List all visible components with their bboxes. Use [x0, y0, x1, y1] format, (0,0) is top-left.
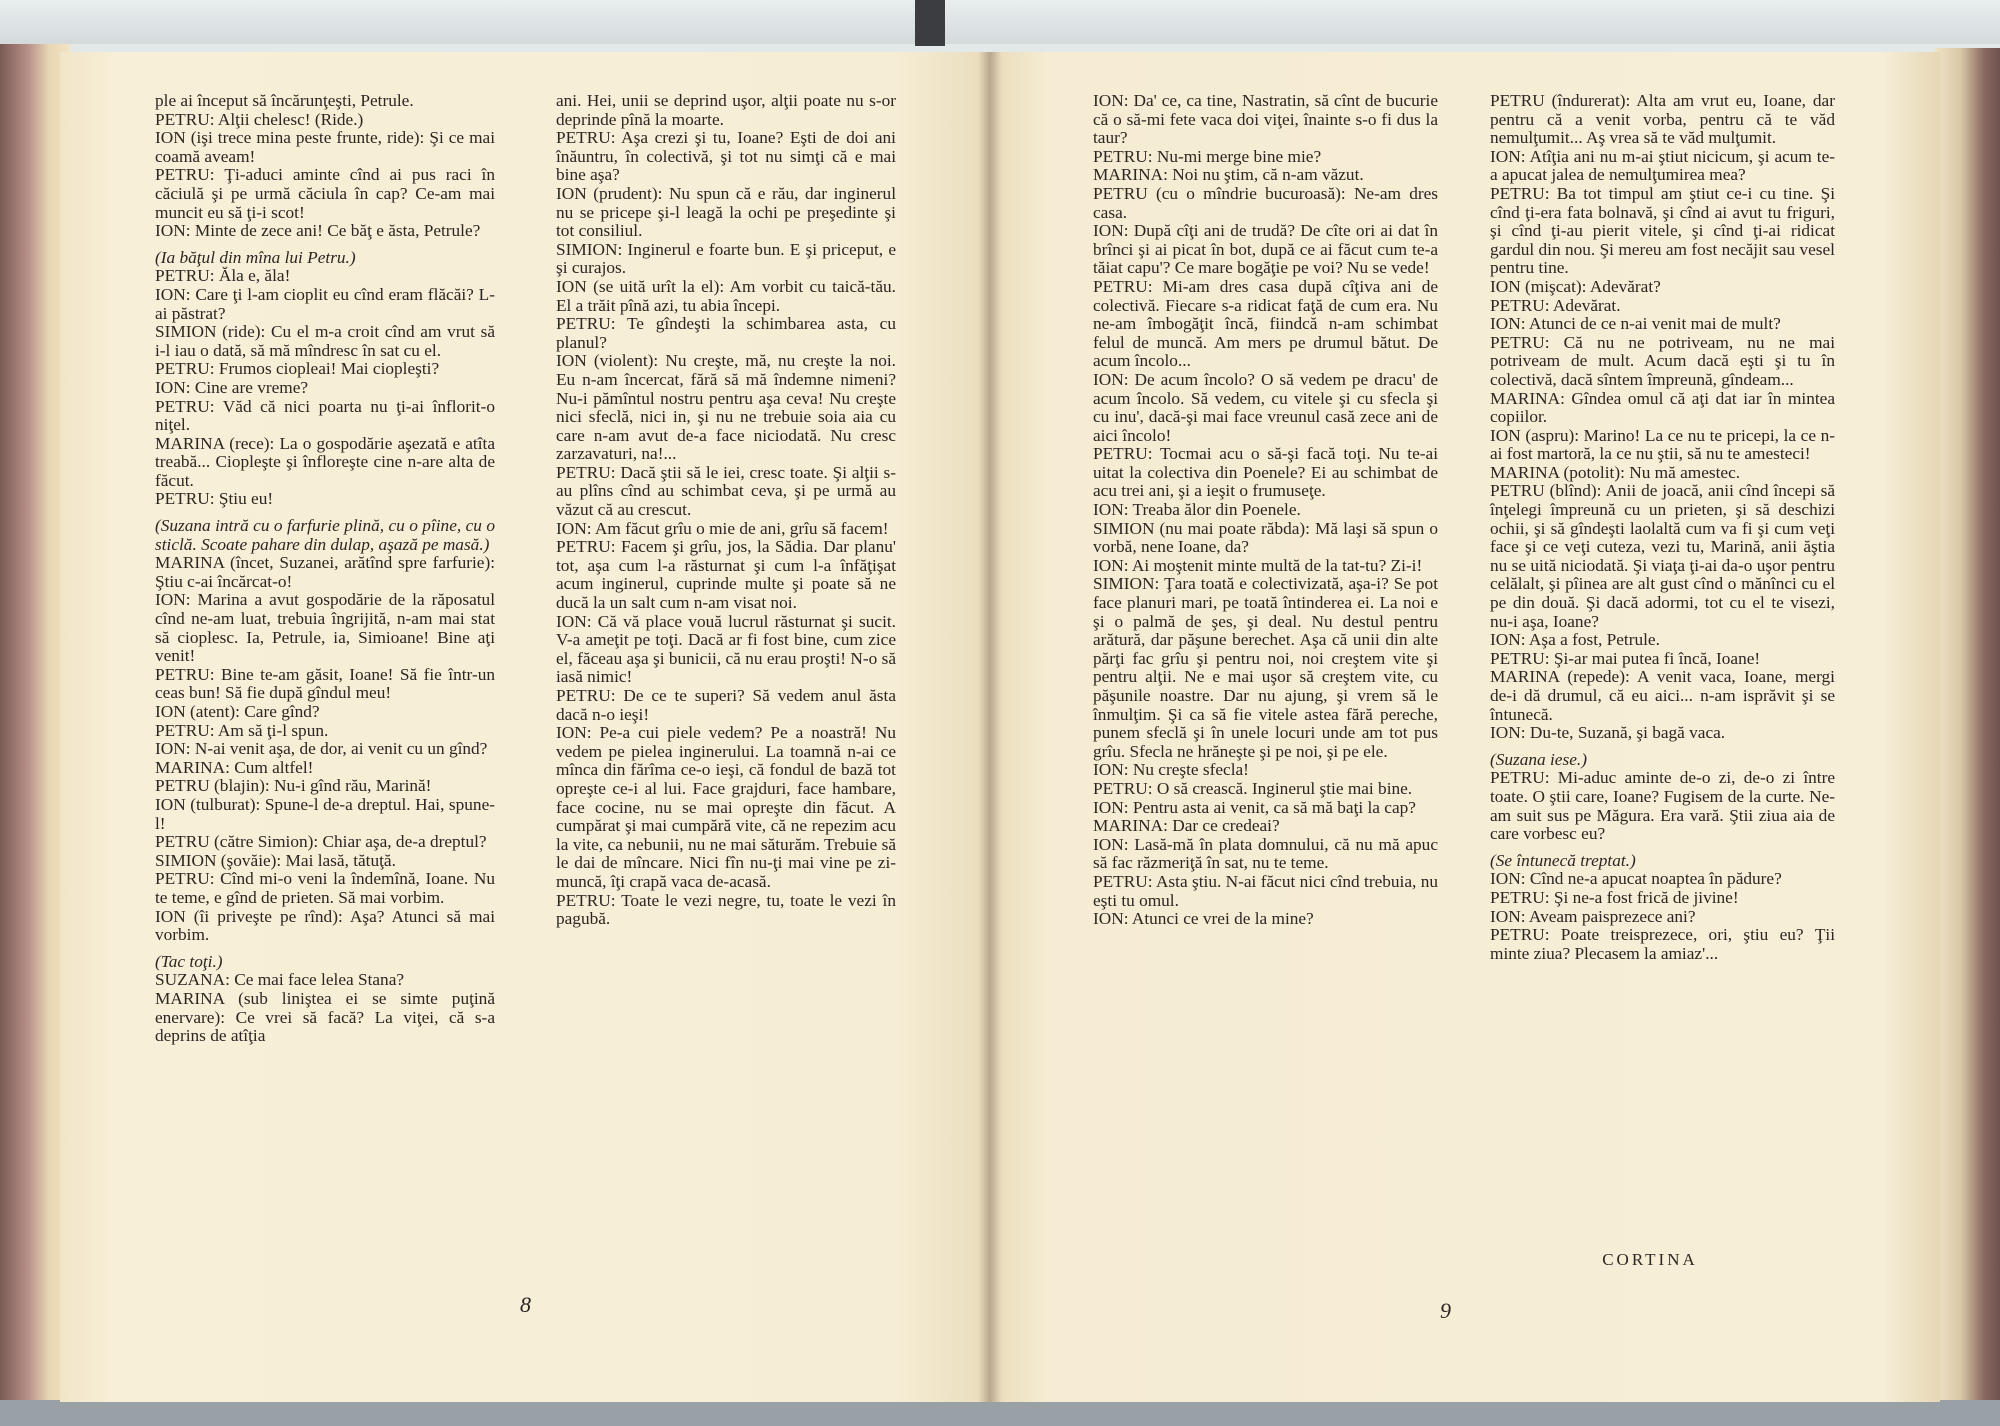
dialogue-line: ION: Aveam paisprezece ani?	[1490, 906, 1696, 926]
dialogue-line: PETRU: Poate treisprezece, ori, ştiu eu? Ţii minte ziua? Plecasem la amiaz'...	[1490, 925, 1835, 963]
dialogue-line: ION: Atunci de ce n-ai venit mai de mult?	[1490, 314, 1781, 334]
right-page-column-2	[1490, 92, 1835, 963]
dialogue-line: PETRU: Văd că nici poarta nu ţi-ai înflorit-o niţel.	[155, 396, 495, 435]
dialogue-line: (Tac toţi.)	[155, 951, 223, 971]
dialogue-line: ION (se uită urît la el): Am vorbit cu taică-tău. El a trăit pînă azi, tu abia începi.	[556, 276, 896, 315]
dialogue-line: SIMION (şovăie): Mai lasă, tătuţă.	[155, 850, 396, 870]
dialogue-line: PETRU: Cînd mi-o veni la îndemînă, Ioane. Nu te teme, e gînd de prieten. Să mai vorbim.	[155, 869, 495, 907]
dialogue-line: MARINA: Cum altfel!	[155, 757, 314, 777]
dialogue-line: PETRU: Toate le vezi negre, tu, toate le vezi în pagubă.	[556, 890, 896, 929]
dialogue-line: ION (işi trece mina peste frunte, ride): Şi ce mai coamă aveam!	[155, 128, 495, 166]
dialogue-line: SIMION (nu mai poate răbda): Mă laşi să spun o vorbă, nene Ioane, da?	[1093, 518, 1438, 557]
dialogue-line: ION (prudent): Nu spun că e rău, dar inginerul nu se pricepe şi-l leagă la ochi pe preşedinte şi tot consiliul.	[556, 183, 896, 241]
dialogue-line: ION: Aşa a fost, Petrule.	[1490, 630, 1660, 650]
dialogue-line: PETRU (blajin): Nu-i gînd rău, Marină!	[155, 776, 432, 796]
dialogue-line: PETRU: Bine te-am găsit, Ioane! Să fie într-un ceas bun! Să fie după gîndul meu!	[155, 664, 495, 703]
dialogue-line: (Ia băţul din mîna lui Petru.)	[155, 247, 356, 267]
book-spine-top	[915, 0, 945, 46]
dialogue-line: PETRU: Frumos ciopleai! Mai ciopleşti?	[155, 359, 440, 379]
dialogue-line: PETRU: Ţi-aduci aminte cînd ai pus raci în căciulă şi pe urmă căciula în cap? Ce-am mai muncit eu să ţi-i scot!	[155, 165, 495, 222]
dialogue-line: PETRU: Ba tot timpul am ştiut ce-i cu tine. Şi cînd ţi-era fata bolnavă, şi cînd ai avut tu friguri, şi cînd ţi-au pierit vitele, şi cînd ţi-ai ridicat gardul din nou. Şi mereu am fost necăjit sau vesel pentru tine.	[1490, 183, 1835, 278]
book-cover-right	[1935, 48, 2000, 1420]
dialogue-line: PETRU: Alţii chelesc! (Ride.)	[155, 109, 364, 129]
dialogue-line: PETRU (cu o mîndrie bucuroasă): Ne-am dres casa.	[1093, 183, 1438, 222]
dialogue-line: MARINA (sub liniştea ei se simte puţină enervare): Ce vrei să facă? La viţei, că s-a deprins de atîţia	[155, 988, 495, 1046]
dialogue-line: PETRU: Mi-aduc aminte de-o zi, de-o zi între toate. O ştii care, Ioane? Fugisem de la curte. Ne-am suit sus pe Măgura. Era vară. Ştii ziua aia de care vorbesc eu?	[1490, 768, 1835, 844]
dialogue-line: PETRU (blînd): Anii de joacă, anii cînd începi să înţelegi împreună cu un prieten, şi să deschizi ochii, şi să gîndeşti laolaltă cum va fi şi cum veţi face şi ce veţi cuteza, vezi tu, Marină, anii ăştia nu se uită niciodată. Şi viaţa ţi-ai da-o uşor pentru celălalt, şi pîinea are alt gust cînd o mănînci cu el pe din două. Şi dacă adormi, tot cu el te visezi, nu-i aşa, Ioane?	[1490, 481, 1835, 631]
dialogue-line: MARINA (rece): La o gospodărie aşezată e atîta treabă... Ciopleşte şi înfloreşte cine n-are alta de făcut.	[155, 433, 495, 490]
dialogue-line: ION: Că vă place vouă lucrul răsturnat şi sucit. V-a ameţit pe toţi. Dacă ar fi fost bine, cum zice el, făceau aşa şi bunicii, că nu erau proşti! N-o să iasă nimic!	[556, 611, 896, 687]
dialogue-line: PETRU: Adevărat.	[1490, 295, 1621, 315]
dialogue-line: ION: Pentru asta ai venit, ca să mă baţi la cap?	[1093, 797, 1416, 817]
dialogue-line: PETRU: Am să ţi-l spun.	[155, 720, 329, 740]
dialogue-line: ION: Lasă-mă în plata domnului, că nu mă apuc să fac răzmeriţă în sat, nu te teme.	[1093, 834, 1438, 873]
dialogue-line: (Se întunecă treptat.)	[1490, 850, 1636, 870]
dialogue-line: ION: Atunci ce vrei de la mine?	[1093, 909, 1314, 929]
dialogue-line: PETRU: De ce te superi? Să vedem anul ăsta dacă n-o ieşi!	[556, 686, 896, 724]
dialogue-line: (Suzana iese.)	[1490, 749, 1587, 769]
background-top	[0, 0, 2000, 44]
dialogue-line: ION: Cine are vreme?	[155, 377, 309, 397]
dialogue-line: MARINA (potolit): Nu mă amestec.	[1490, 462, 1741, 482]
dialogue-line: ION: Nu creşte sfecla!	[1093, 760, 1249, 780]
dialogue-line: PETRU: Tocmai acu o să-şi facă toţi. Nu te-ai uitat la colectiva din Poenele? Ei au schimbat de acu trei ani, şi a ieşit o frumuseţe.	[1093, 444, 1438, 501]
dialogue-line: PETRU: Ştiu eu!	[155, 489, 274, 509]
dialogue-line: PETRU: Şi-ar mai putea fi încă, Ioane!	[1490, 648, 1761, 668]
background-bottom	[0, 1400, 2000, 1426]
dialogue-line: ION (violent): Nu creşte, mă, nu creşte la noi. Eu n-am încercat, fără să mă îndemne nimeni? Nu-i pămîntul nostru pentru aşa ceva! Nu creşte nici sfeclă, nici in, şi nu ne trebuie soia aia cu care n-am avut de-a face niciodată. Nu cresc zarzavaturi, na!...	[556, 351, 896, 464]
dialogue-line: PETRU: Te gîndeşti la schimbarea asta, cu planul?	[556, 314, 896, 352]
dialogue-line: ION: Atîţia ani nu m-ai ştiut nicicum, şi acum te-a apucat jalea de nemulţumirea mea?	[1490, 146, 1835, 185]
dialogue-line: ION (atent): Care gînd?	[155, 702, 320, 721]
dialogue-line: MARINA: Noi nu ştim, că n-am văzut.	[1093, 165, 1364, 185]
dialogue-line: PETRU: Nu-mi merge bine mie?	[1093, 146, 1322, 166]
dialogue-line: ION (mişcat): Adevărat?	[1490, 276, 1661, 296]
book-gutter	[978, 52, 1002, 1402]
dialogue-line: ION: Care ţi l-am cioplit eu cînd eram flăcăi? L-ai păstrat?	[155, 284, 495, 323]
dialogue-line: ION: Minte de zece ani! Ce băţ e ăsta, Petrule?	[155, 221, 481, 241]
dialogue-line: PETRU: O să crească. Inginerul ştie mai bine.	[1093, 778, 1413, 798]
closing-word: CORTINA	[1602, 1250, 1698, 1269]
dialogue-line: PETRU: Şi ne-a fost frică de jivine!	[1490, 887, 1739, 907]
dialogue-line: ION: N-ai venit aşa, de dor, ai venit cu un gînd?	[155, 739, 488, 759]
dialogue-line: ION: Pe-a cui piele vedem? Pe a noastră! Nu vedem pe pielea inginerului. La toamnă n-ai ce mînca din fărîma ce-o ieşi, că fondul de bază tot opreşte ce-i al lui. Face grajduri, face hambare, face cocine, nu se mai opreşte din făcut. A cumpărat şi mai cumpără vite, că ne repezim acu la vite, ca nebunii, nu ne mai săturăm. Trebuie să le dai de mîncare. Nici fîn nu-ţi mai vine pe zi-muncă, îţi crapă vaca de-acasă.	[556, 723, 896, 891]
dialogue-line: PETRU (către Simion): Chiar aşa, de-a dreptul?	[155, 832, 487, 852]
dialogue-line: ION: Marina a avut gospodărie de la răposatul cînd ne-am luat, trebuia îngrijită, n-am mai stat să cioplesc. Ia, Petrule, ia, Simioane! Bine aţi venit!	[155, 590, 495, 666]
dialogue-line: (Suzana intră cu o farfurie plină, cu o pîine, cu o sticlă. Scoate pahare din dulap, aşază pe masă.)	[155, 516, 495, 554]
dialogue-line: ION (tulburat): Spune-l de-a dreptul. Hai, spune-l!	[155, 794, 495, 833]
left-page-column-2	[556, 92, 896, 929]
dialogue-line: ION (îi priveşte pe rînd): Aşa? Atunci să mai vorbim.	[155, 906, 495, 945]
dialogue-line: MARINA: Dar ce credeai?	[1093, 816, 1280, 836]
dialogue-line: PETRU: Că nu ne potriveam, nu ne mai potriveam de mult. Acum dacă eşti şi tu în colectivă, dacă sîntem împreună, gîndeam...	[1490, 332, 1835, 389]
dialogue-line: MARINA (repede): A venit vaca, Ioane, mergi de-i dă drumul, că eu aici... n-am isprăvit şi se întunecă.	[1490, 667, 1835, 724]
dialogue-line: PETRU: Ăla e, ăla!	[155, 266, 291, 286]
dialogue-line: SUZANA: Ce mai face lelea Stana?	[155, 970, 405, 990]
dialogue-line: ION: Du-te, Suzană, şi bagă vaca.	[1490, 723, 1726, 743]
dialogue-line: PETRU: Facem şi grîu, jos, la Sădia. Dar planu' tot, aşa cum l-a răsturnat şi cum l-a înfăţişat acum inginerul, cuprinde multe şi poate să ne ducă la un salt cum n-am visat noi.	[556, 537, 896, 613]
dialogue-line: PETRU: Mi-am dres casa după cîţiva ani de colectivă. Fiecare s-a ridicat faţă de cum era. Nu ne-am îmbogăţit încă, fiindcă n-am schimbat felul de muncă. Am mers pe drumul bătut. De acum încolo...	[1093, 276, 1438, 371]
dialogue-line: ION: După cîţi ani de trudă? De cîte ori ai dat în brînci şi ai picat în bot, după ce ai făcut cum te-a tăiat capu'? Ce mare bogăţie pe voi? Nu se vede!	[1093, 221, 1438, 278]
right-page-column-1	[1093, 92, 1438, 929]
dialogue-line: ani. Hei, unii se deprind uşor, alţii poate nu s-or deprinde pînă la moarte.	[556, 91, 896, 129]
dialogue-line: ION: Da' ce, ca tine, Nastratin, să cînt de bucurie că o să-mi fete vaca doi viţei, înainte s-o fi dus la taur?	[1093, 91, 1438, 148]
dialogue-line: SIMION: Ţara toată e colectivizată, aşa-i? Se pot face planuri mari, pe toată întinderea ei. La noi e şi o palmă de şes, şi deal. Nu destul pentru arătură, dar păşune berechet. Aşa că unii din alte părţi fac grîu şi pentru noi, noi creştem vite şi pentru alţii. Ne e mai uşor să creştem vite, cu păşunile noastre. Dar nu ajung, şi vrem să le înmulţim. Şi ca să fie vitele astea fără pereche, punem sfeclă şi în unele locuri unde am tot pus grîu. Sfecla ne hrăneşte şi pe noi, şi pe ele.	[1093, 574, 1438, 761]
dialogue-line: ION: De acum încolo? O să vedem pe dracu' de acum încolo. Să vedem, cu vitele şi cu sfecla şi cu inu', dacă-şi mai face vreunul casă zece ani de aici încolo!	[1093, 369, 1438, 445]
dialogue-line: ION (aspru): Marino! La ce nu te pricepi, la ce n-ai fost martoră, la ce nu ştii, să nu te amesteci!	[1490, 425, 1835, 464]
dialogue-line: ION: Am făcut grîu o mie de ani, grîu să facem!	[556, 518, 889, 538]
dialogue-line: SIMION (ride): Cu el m-a croit cînd am vrut să i-l iau o dată, să mă mîndresc în sat cu el.	[155, 322, 495, 360]
left-page-column-1	[155, 92, 495, 1046]
dialogue-line: ION: Treaba ălor din Poenele.	[1093, 500, 1301, 520]
dialogue-line: PETRU (îndurerat): Alta am vrut eu, Ioane, dar pentru că a venit vorba, pentru că te văd nemulţumit... Aş vrea să te văd mulţumit.	[1490, 91, 1835, 148]
dialogue-line: MARINA: Gîndea omul că aţi dat iar în mintea copiilor.	[1490, 388, 1835, 427]
dialogue-line: ION: Ai moştenit minte multă de la tat-tu? Zi-i!	[1093, 555, 1423, 575]
page-number-left: 8	[520, 1292, 531, 1317]
dialogue-line: MARINA (încet, Suzanei, arătînd spre farfurie): Ştiu c-ai încărcat-o!	[155, 553, 495, 591]
dialogue-line: PETRU: Dacă ştii să le iei, cresc toate. Şi alţii s-au plîns cînd au schimbat ceva, şi pe urmă au văzut că au crescut.	[556, 462, 896, 520]
dialogue-line: PETRU: Asta ştiu. N-ai făcut nici cînd trebuia, nu eşti tu omul.	[1093, 871, 1438, 910]
dialogue-line: ION: Cînd ne-a apucat noaptea în pădure?	[1490, 869, 1782, 889]
dialogue-line: SIMION: Inginerul e foarte bun. E şi priceput, e şi curajos.	[556, 239, 896, 278]
page-number-right: 9	[1440, 1298, 1451, 1323]
dialogue-line: ple ai început să încărunţeşti, Petrule.	[155, 91, 414, 110]
dialogue-line: PETRU: Aşa crezi şi tu, Ioane? Eşti de doi ani înăuntru, în colectivă, şi tot nu simţi că e mai bine aşa?	[556, 128, 896, 185]
